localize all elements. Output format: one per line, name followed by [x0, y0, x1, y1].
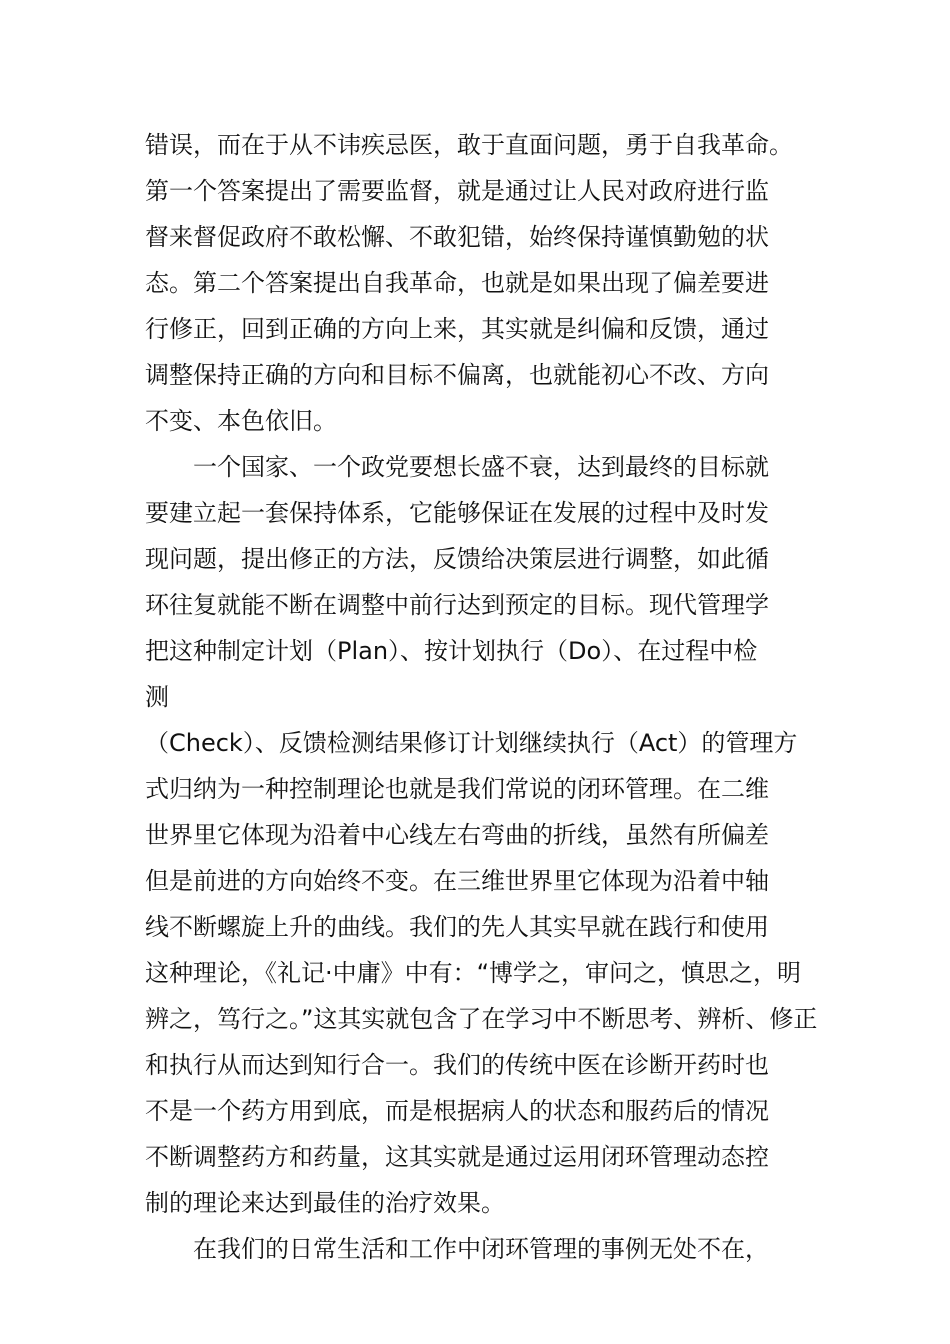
text-line-12: 把这种制定计划（Plan）、按计划执行（Do）、在过程中检 [145, 637, 758, 665]
text-line-23: 不断调整药方和药量，这其实就是通过运用闭环管理动态控 [145, 1143, 769, 1171]
text-line-25: 在我们的日常生活和工作中闭环管理的事例无处不在， [145, 1235, 769, 1263]
text-line-6: 调整保持正确的方向和目标不偏离，也就能初心不改、方向 [145, 361, 769, 389]
text-line-22: 不是一个药方用到底，而是根据病人的状态和服药后的情况 [145, 1097, 769, 1125]
text-line-21: 和执行从而达到知行合一。我们的传统中医在诊断开药时也 [145, 1051, 769, 1079]
text-line-16: 世界里它体现为沿着中心线左右弯曲的折线，虽然有所偏差 [145, 821, 769, 849]
text-line-5: 行修正，回到正确的方向上来，其实就是纠偏和反馈，通过 [145, 315, 769, 343]
text-line-19: 这种理论，《礼记·中庸》中有：“博学之，审问之，慎思之，明 [145, 959, 802, 987]
text-line-1: 错误，而在于从不讳疾忌医，敢于直面问题，勇于自我革命。 [145, 131, 793, 159]
text-line-15: 式归纳为一种控制理论也就是我们常说的闭环管理。在二维 [145, 775, 769, 803]
text-line-17: 但是前进的方向始终不变。在三维世界里它体现为沿着中轴 [145, 867, 769, 895]
text-line-20: 辨之，笃行之。”这其实就包含了在学习中不断思考、辨析、修正 [145, 1005, 818, 1033]
text-line-18: 线不断螺旋上升的曲线。我们的先人其实早就在践行和使用 [145, 913, 769, 941]
text-line-13: 测 [145, 683, 169, 711]
text-line-2: 第一个答案提出了需要监督，就是通过让人民对政府进行监 [145, 177, 769, 205]
text-line-14: （Check）、反馈检测结果修订计划继续执行（Act）的管理方 [145, 729, 798, 757]
text-line-11: 环往复就能不断在调整中前行达到预定的目标。现代管理学 [145, 591, 769, 619]
text-line-9: 要建立起一套保持体系，它能够保证在发展的过程中及时发 [145, 499, 769, 527]
text-line-4: 态。第二个答案提出自我革命，也就是如果出现了偏差要进 [145, 269, 769, 297]
text-line-7: 不变、本色依旧。 [145, 407, 337, 435]
text-line-3: 督来督促政府不敢松懈、不敢犯错，始终保持谨慎勤勉的状 [145, 223, 769, 251]
text-line-24: 制的理论来达到最佳的治疗效果。 [145, 1189, 505, 1217]
text-line-10: 现问题，提出修正的方法，反馈给决策层进行调整，如此循 [145, 545, 769, 573]
text-line-8: 一个国家、一个政党要想长盛不衰，达到最终的目标就 [145, 453, 769, 481]
